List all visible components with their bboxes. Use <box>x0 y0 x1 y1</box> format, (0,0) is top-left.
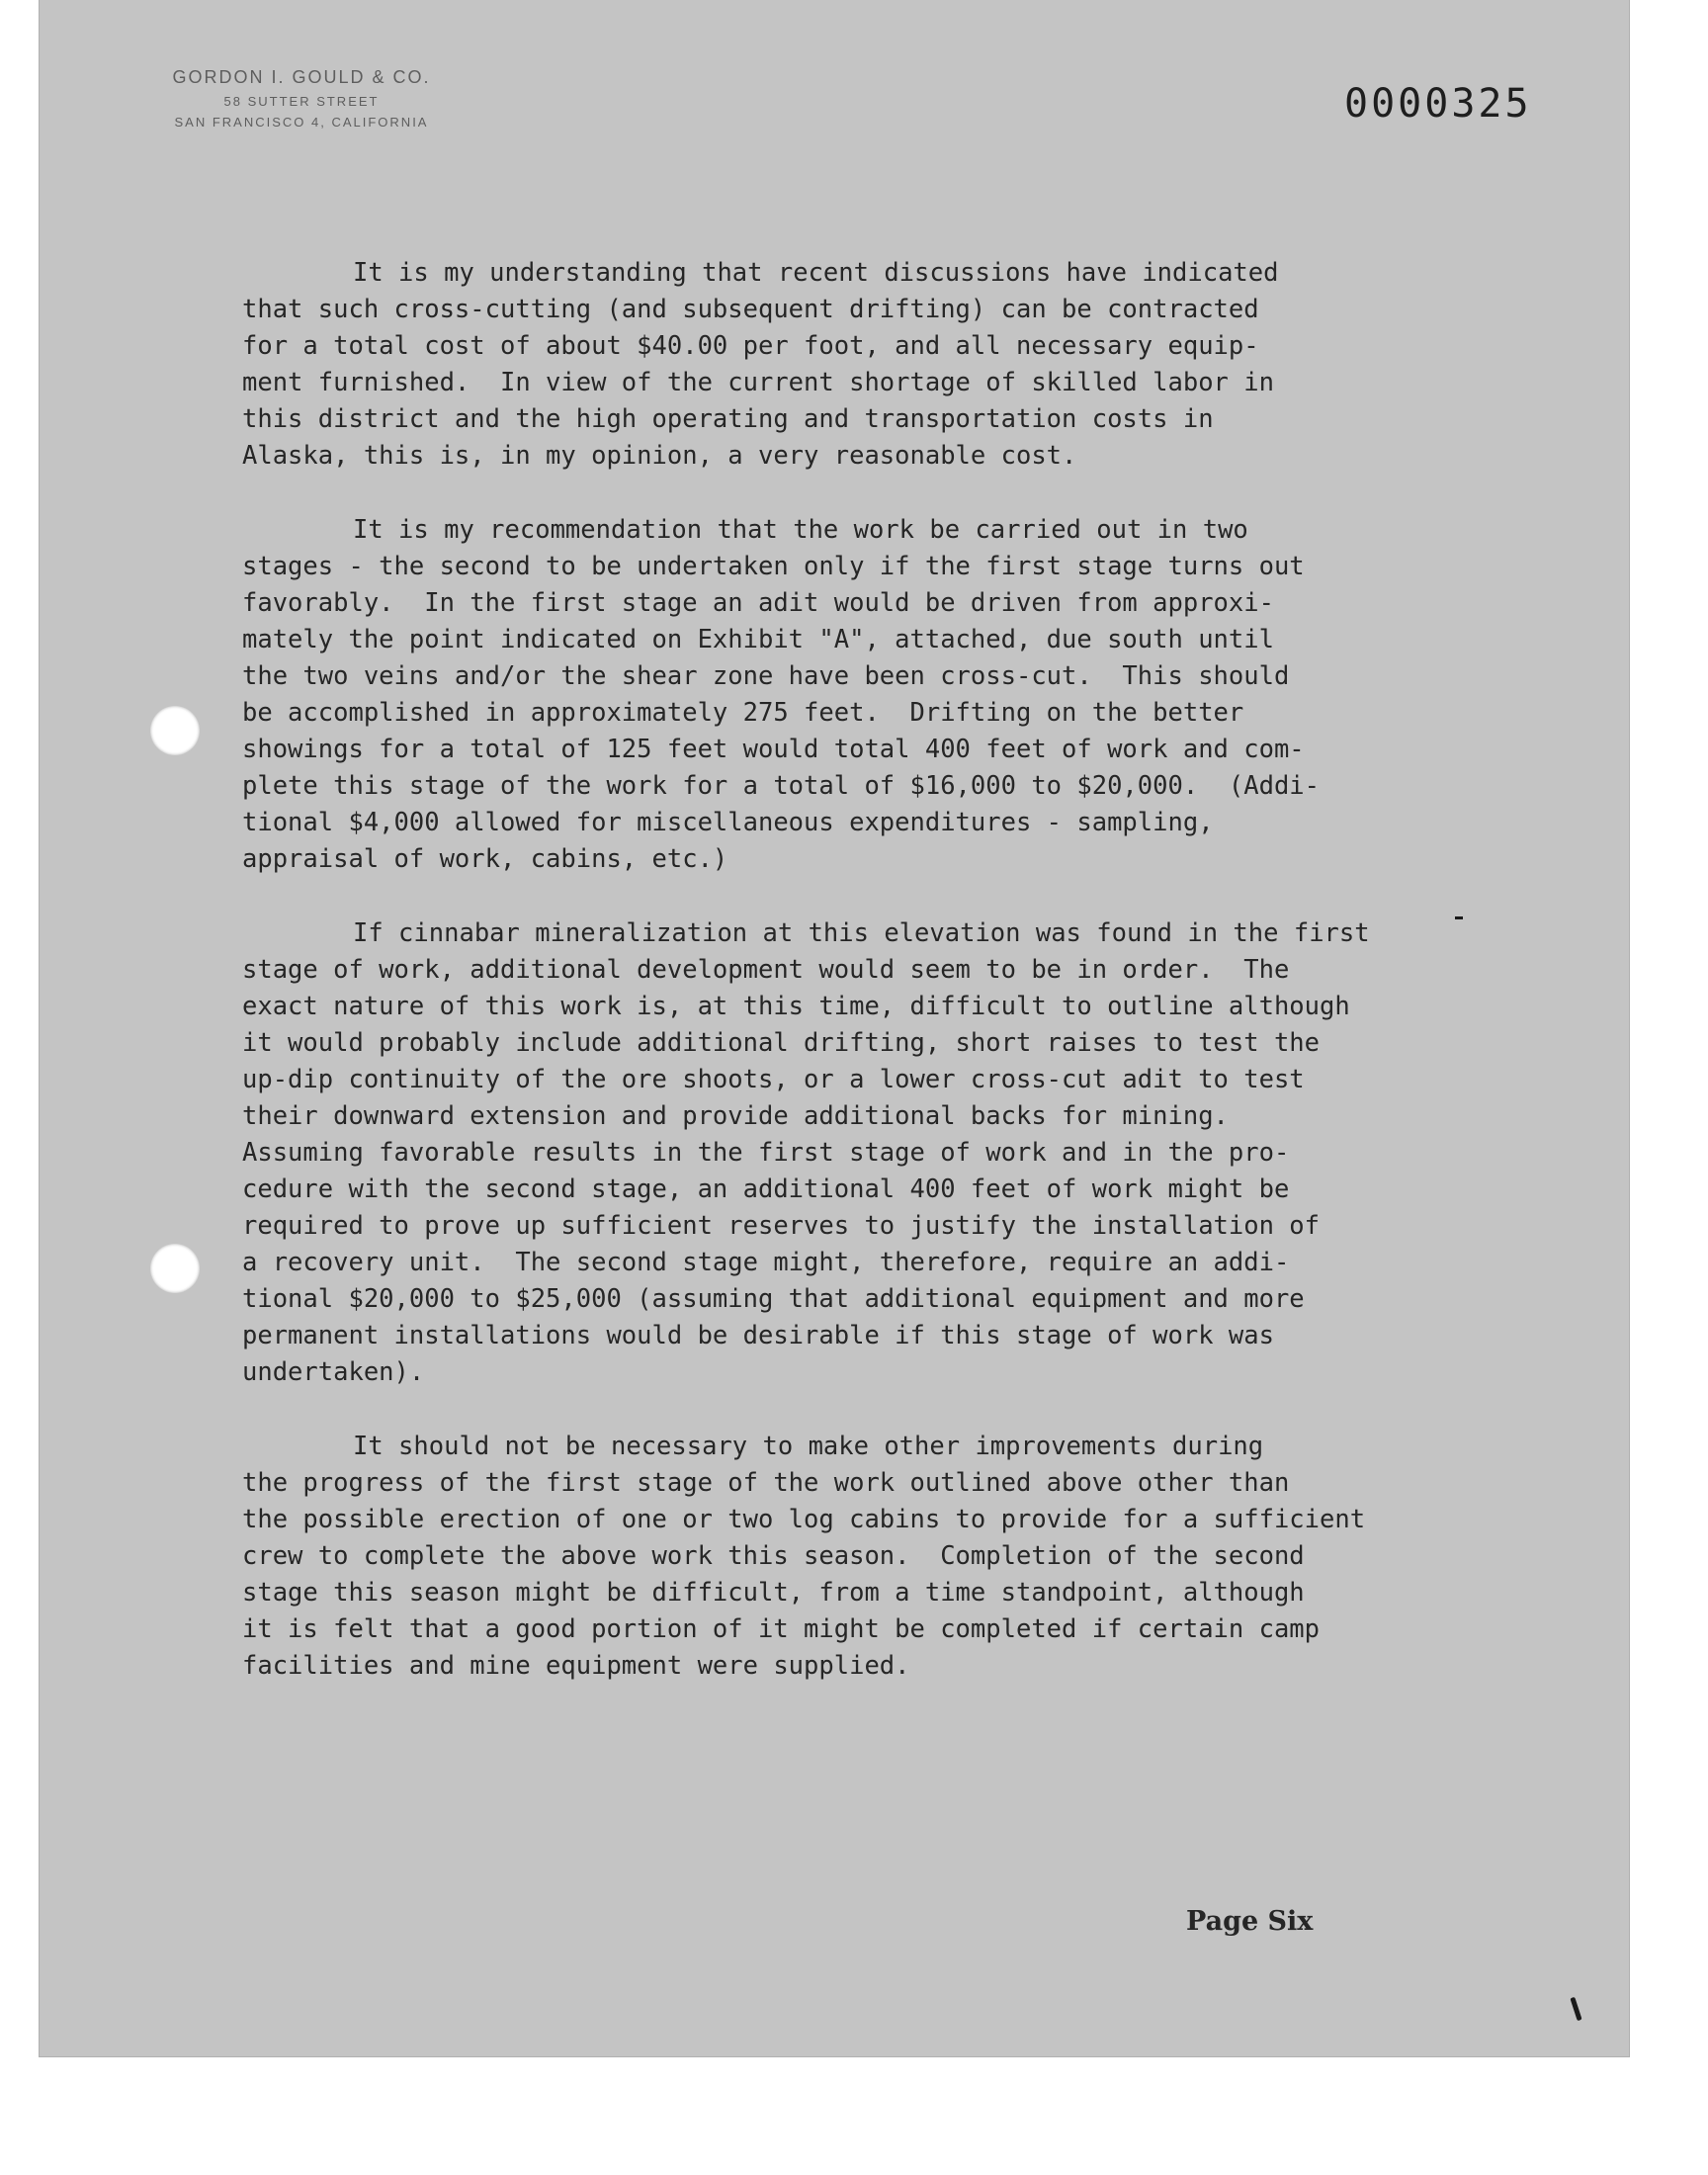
text-line: plete this stage of the work for a total of $16,000 to $20,000. (Addi- <box>242 771 1321 801</box>
text-line: crew to complete the above work this season. Completion of the second <box>242 1541 1305 1571</box>
text-line: their downward extension and provide additional backs for mining. <box>242 1101 1229 1131</box>
text-line: tional $20,000 to $25,000 (assuming that additional equipment and more <box>242 1284 1305 1314</box>
text-line: ment furnished. In view of the current shortage of skilled labor in <box>242 368 1274 397</box>
text-line: facilities and mine equipment were supplied. <box>242 1651 910 1681</box>
text-line: stage this season might be difficult, from a time standpoint, although <box>242 1578 1305 1608</box>
text-line: for a total cost of about $40.00 per foot, and all necessary equip- <box>242 331 1259 361</box>
text-line: the progress of the first stage of the work outlined above other than <box>242 1468 1290 1498</box>
text-line: undertaken). <box>242 1357 425 1387</box>
text-line: be accomplished in approximately 275 feet. Drifting on the better <box>242 698 1244 728</box>
document-number: 0000325 <box>1344 81 1532 127</box>
text-line: It is my understanding that recent discussions have indicated <box>353 258 1279 288</box>
letterhead <box>124 67 479 130</box>
text-line: stages - the second to be undertaken only if the first stage turns out <box>242 552 1305 581</box>
text-line: it is felt that a good portion of it might be completed if certain camp <box>242 1614 1321 1644</box>
punch-hole <box>150 1244 200 1293</box>
text-line: If cinnabar mineralization at this elevation was found in the first <box>353 918 1370 948</box>
page-number: Page Six <box>1186 1906 1314 1937</box>
paragraph-4 <box>242 1429 1458 1685</box>
text-line: it would probably include additional drifting, short raises to test the <box>242 1028 1321 1058</box>
text-line: It should not be necessary to make other improvements during <box>353 1432 1264 1461</box>
paragraph-3 <box>242 915 1458 1391</box>
text-line: showings for a total of 125 feet would total 400 feet of work and com- <box>242 735 1305 764</box>
letterhead-city: SAN FRANCISCO 4, CALIFORNIA <box>174 115 429 130</box>
text-line: Alaska, this is, in my opinion, a very reasonable cost. <box>242 441 1077 471</box>
text-line: that such cross-cutting (and subsequent drifting) can be contracted <box>242 295 1259 324</box>
text-line: this district and the high operating and transportation costs in <box>242 404 1214 434</box>
text-line: permanent installations would be desirable if this stage of work was <box>242 1321 1274 1350</box>
document-page <box>40 0 1629 2056</box>
corner-mark <box>1570 1997 1581 2021</box>
text-line: appraisal of work, cabins, etc.) <box>242 844 728 874</box>
paragraph-1 <box>242 255 1458 475</box>
text-line: up-dip continuity of the ore shoots, or a lower cross-cut adit to test <box>242 1065 1305 1094</box>
text-line: a recovery unit. The second stage might, therefore, require an addi- <box>242 1248 1290 1277</box>
letterhead-company: GORDON I. GOULD & CO. <box>172 67 431 87</box>
text-line: required to prove up sufficient reserves to justify the installation of <box>242 1211 1321 1241</box>
text-line: the two veins and/or the shear zone have been cross-cut. This should <box>242 661 1290 691</box>
text-line: the possible erection of one or two log cabins to provide for a sufficient <box>242 1505 1366 1534</box>
text-line: mately the point indicated on Exhibit "A", attached, due south until <box>242 625 1274 654</box>
punch-hole <box>150 706 200 755</box>
text-line: cedure with the second stage, an additional 400 feet of work might be <box>242 1174 1290 1204</box>
body-text <box>242 255 1458 1722</box>
text-line: Assuming favorable results in the first stage of work and in the pro- <box>242 1138 1290 1168</box>
text-line: exact nature of this work is, at this time, difficult to outline although <box>242 992 1350 1021</box>
letterhead-street: 58 SUTTER STREET <box>223 94 380 109</box>
text-line: tional $4,000 allowed for miscellaneous expenditures - sampling, <box>242 808 1214 837</box>
text-line: It is my recommendation that the work be carried out in two <box>353 515 1248 545</box>
text-line: favorably. In the first stage an adit would be driven from approxi- <box>242 588 1274 618</box>
paragraph-2 <box>242 512 1458 878</box>
stray-mark <box>1455 916 1463 919</box>
text-line: stage of work, additional development would seem to be in order. The <box>242 955 1290 985</box>
